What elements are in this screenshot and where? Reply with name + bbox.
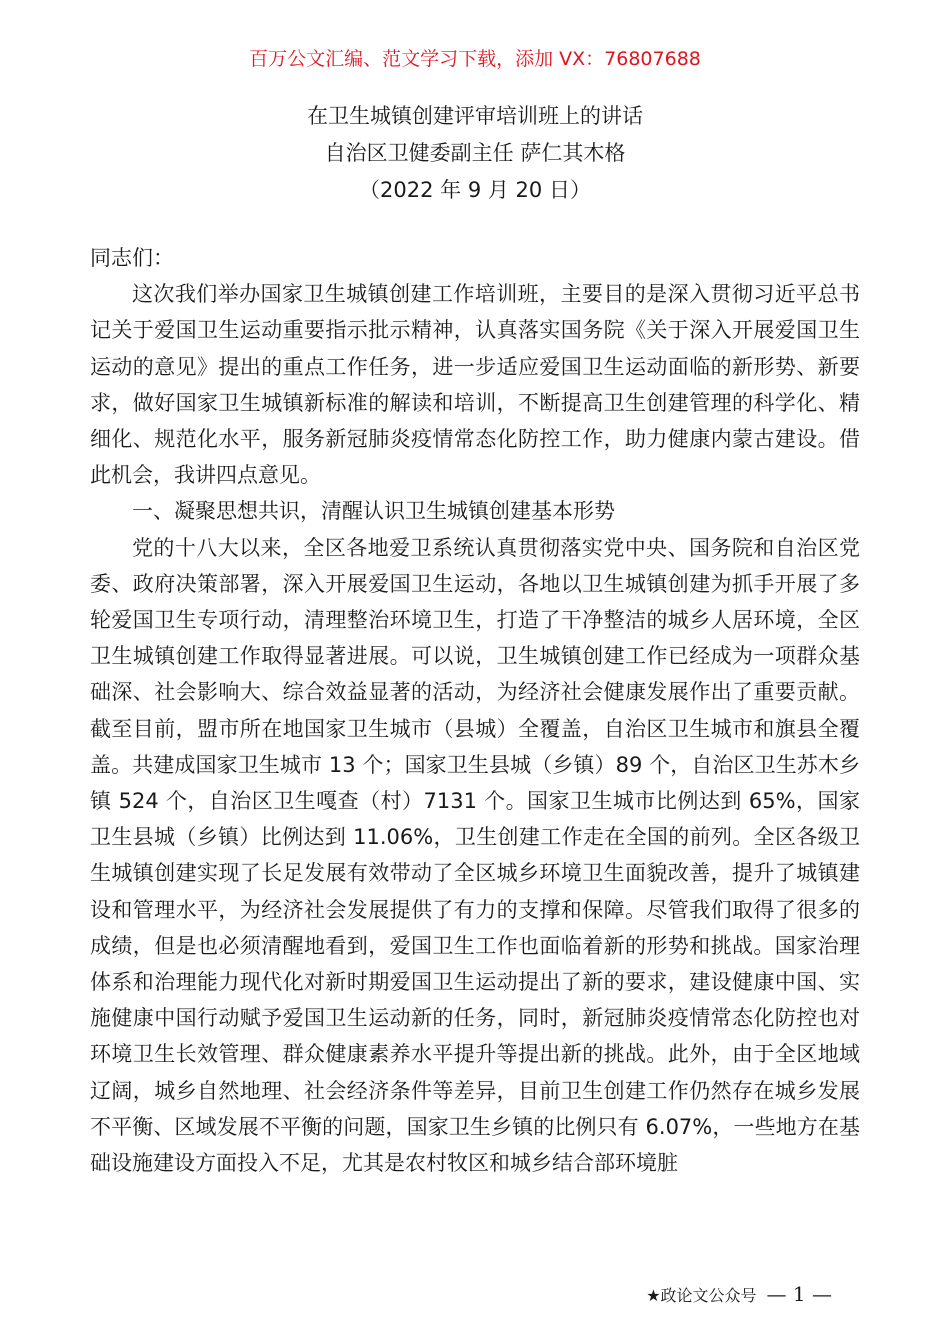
page-number: — 1 — (766, 1282, 832, 1306)
speech-title: 在卫生城镇创建评审培训班上的讲话 (307, 104, 643, 128)
salutation: 同志们： (90, 246, 174, 270)
title-block (0, 98, 950, 209)
watermark-banner: 百万公文汇编、范文学习下载，添加 VX：76807688 (249, 48, 701, 70)
page-footer (646, 1282, 832, 1308)
speech-date: （2022 年 9 月 20 日） (359, 178, 591, 202)
speaker-line: 自治区卫健委副主任 萨仁其木格 (324, 141, 626, 165)
footer-source: ★政论文公众号 (646, 1286, 757, 1305)
section-heading-1: 一、凝聚思想共识，清醒认识卫生城镇创建基本形势 (132, 499, 615, 524)
paragraph-intro: 这次我们举办国家卫生城镇创建工作培训班，主要目的是深入贯彻习近平总书记关于爱国卫生运动重要指示批示精神，认真落实国务院《关于深入开展爱国卫生运动的意见》提出的重点工作任务，进一步适应爱国卫生运动面临的新形势、新要求，做好国家卫生城镇新标准的解读和培训，不断提高卫生创建管理的科学化、精细化、规范化水平，服务新冠肺炎疫情常态化防控工作，助力健康内蒙古建设。借此机会，我讲四点意见。 (90, 282, 860, 488)
paragraph-situation: 党的十八大以来，全区各地爱卫系统认真贯彻落实党中央、国务院和自治区党委、政府决策部署，深入开展爱国卫生运动，各地以卫生城镇创建为抓手开展了多轮爱国卫生专项行动，清理整治环境卫生，打造了干净整洁的城乡人居环境，全区卫生城镇创建工作取得显著进展。可以说，卫生城镇创建工作已经成为一项群众基础深、社会影响大、综合效益显著的活动，为经济社会健康发展作出了重要贡献。截至目前，盟市所在地国家卫生城市（县城）全覆盖，自治区卫生城市和旗县全覆盖。共建成国家卫生城市 13 个；国家卫生县城（乡镇）89 个，自治区卫生苏木乡镇 524 个，自治区卫生嘎查（村）7131 个。国家卫生城市比例达到 65%，国家卫生县城（乡镇）比例达到 11.06%，卫生创建工作走在全国的前列。全区各级卫生城镇创建实现了长足发展有效带动了全区城乡环境卫生面貌改善，提升了城镇建设和管理水平，为经济社会发展提供了有力的支撑和保障。尽管我们取得了很多的成绩，但是也必须清醒地看到，爱国卫生工作也面临着新的形势和挑战。国家治理体系和治理能力现代化对新时期爱国卫生运动提出了新的要求，建设健康中国、实施健康中国行动赋予爱国卫生运动新的任务，同时，新冠肺炎疫情常态化防控也对环境卫生长效管理、群众健康素养水平提升等提出新的挑战。此外，由于全区地域辽阔，城乡自然地理、社会经济条件等差异，目前卫生创建工作仍然存在城乡发展不平衡、区域发展不平衡的问题，国家卫生乡镇的比例只有 6.07%，一些地方在基础设施建设方面投入不足，尤其是农村牧区和城乡结合部环境脏 (90, 535, 860, 1176)
speech-body (90, 240, 860, 1181)
